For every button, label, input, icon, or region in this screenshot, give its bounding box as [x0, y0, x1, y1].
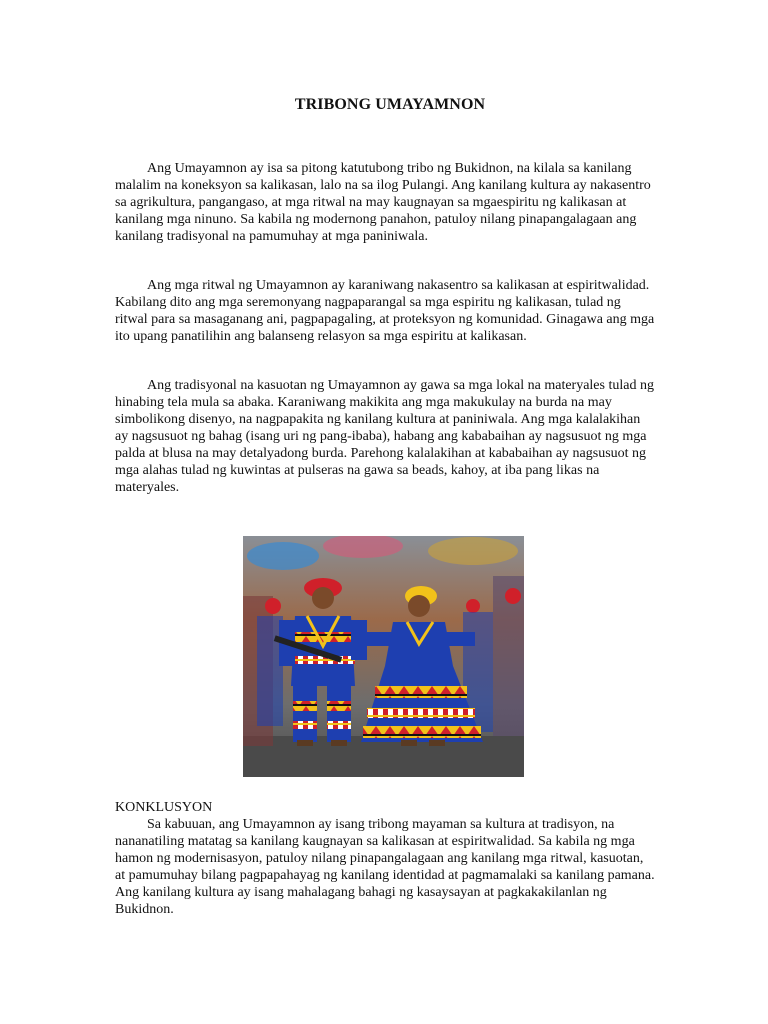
dancers-photo [243, 536, 524, 777]
paragraph-attire: Ang tradisyonal na kasuotan ng Umayamnon ay gawa sa mga lokal na materyales tulad ng hinabing tela mula sa abaka. Karaniwang makikita ang mga makukulay na burda na may simbolikong disenyo, na nagpapakita ng kanilang kultura at paniniwala. Ang mga kalalakihan ay nagsusuot ng bahag (isang uri ng pang-ibaba), habang ang kababaihan ay nagsusuot ng mga palda at blusa na may detalyadong burda. Parehong kalalakihan at kababaihan ay nagsusuot ng mga alahas tulad ng kuwintas at pulseras na gawa sa beads, kahoy, at iba pang likas na materyales. [115, 378, 654, 495]
conclusion-heading: KONKLUSYON [115, 800, 213, 815]
paragraph-conclusion: Sa kabuuan, ang Umayamnon ay isang tribong mayaman sa kultura at tradisyon, na nananatiling matatag sa kanilang kaugnayan sa kalikasan at espiritwalidad. Sa kabila ng mga hamon ng modernisasyon, patuloy nilang pinapangalagaan ang kanilang mga ritwal, kasuotan, at pamumuhay bilang pagpapahayag ng kanilang identidad at pagmamalaki sa kanilang pamana. Ang kanilang kultura ay isang mahalagang bahagi ng kasaysayan at pagkakakilanlan ng Bukidnon. [115, 817, 655, 917]
paragraph-introduction: Ang Umayamnon ay isa sa pitong katutubong tribo ng Bukidnon, na kilala sa kanilang malalim na koneksyon sa kalikasan, lalo na sa ilog Pulangi. Ang kanilang kultura ay nakasentro sa agrikultura, pangangaso, at mga ritwal na may kaugnayan sa mgaespiritu ng kalikasan at kanilang mga ninuno. Sa kabila ng modernong panahon, patuloy nilang pinapangalagaan ang kanilang tradisyonal na pamumuhay at mga paniniwala. [115, 161, 651, 244]
document-title: TRIBONG UMAYAMNON [294, 96, 486, 113]
dancers-illustration [243, 536, 524, 777]
paragraph-rituals: Ang mga ritwal ng Umayamnon ay karaniwang nakasentro sa kalikasan at espiritwalidad. Kabilang dito ang mga seremonyang nagpaparangal sa mga espiritu ng kalikasan, tulad ng ritwal para sa masaganang ani, pagpapagaling, at proteksyon ng komunidad. Ginagawa ang mga ito upang panatilihin ang balanseng relasyon sa mga espiritu at kalikasan. [115, 278, 655, 344]
